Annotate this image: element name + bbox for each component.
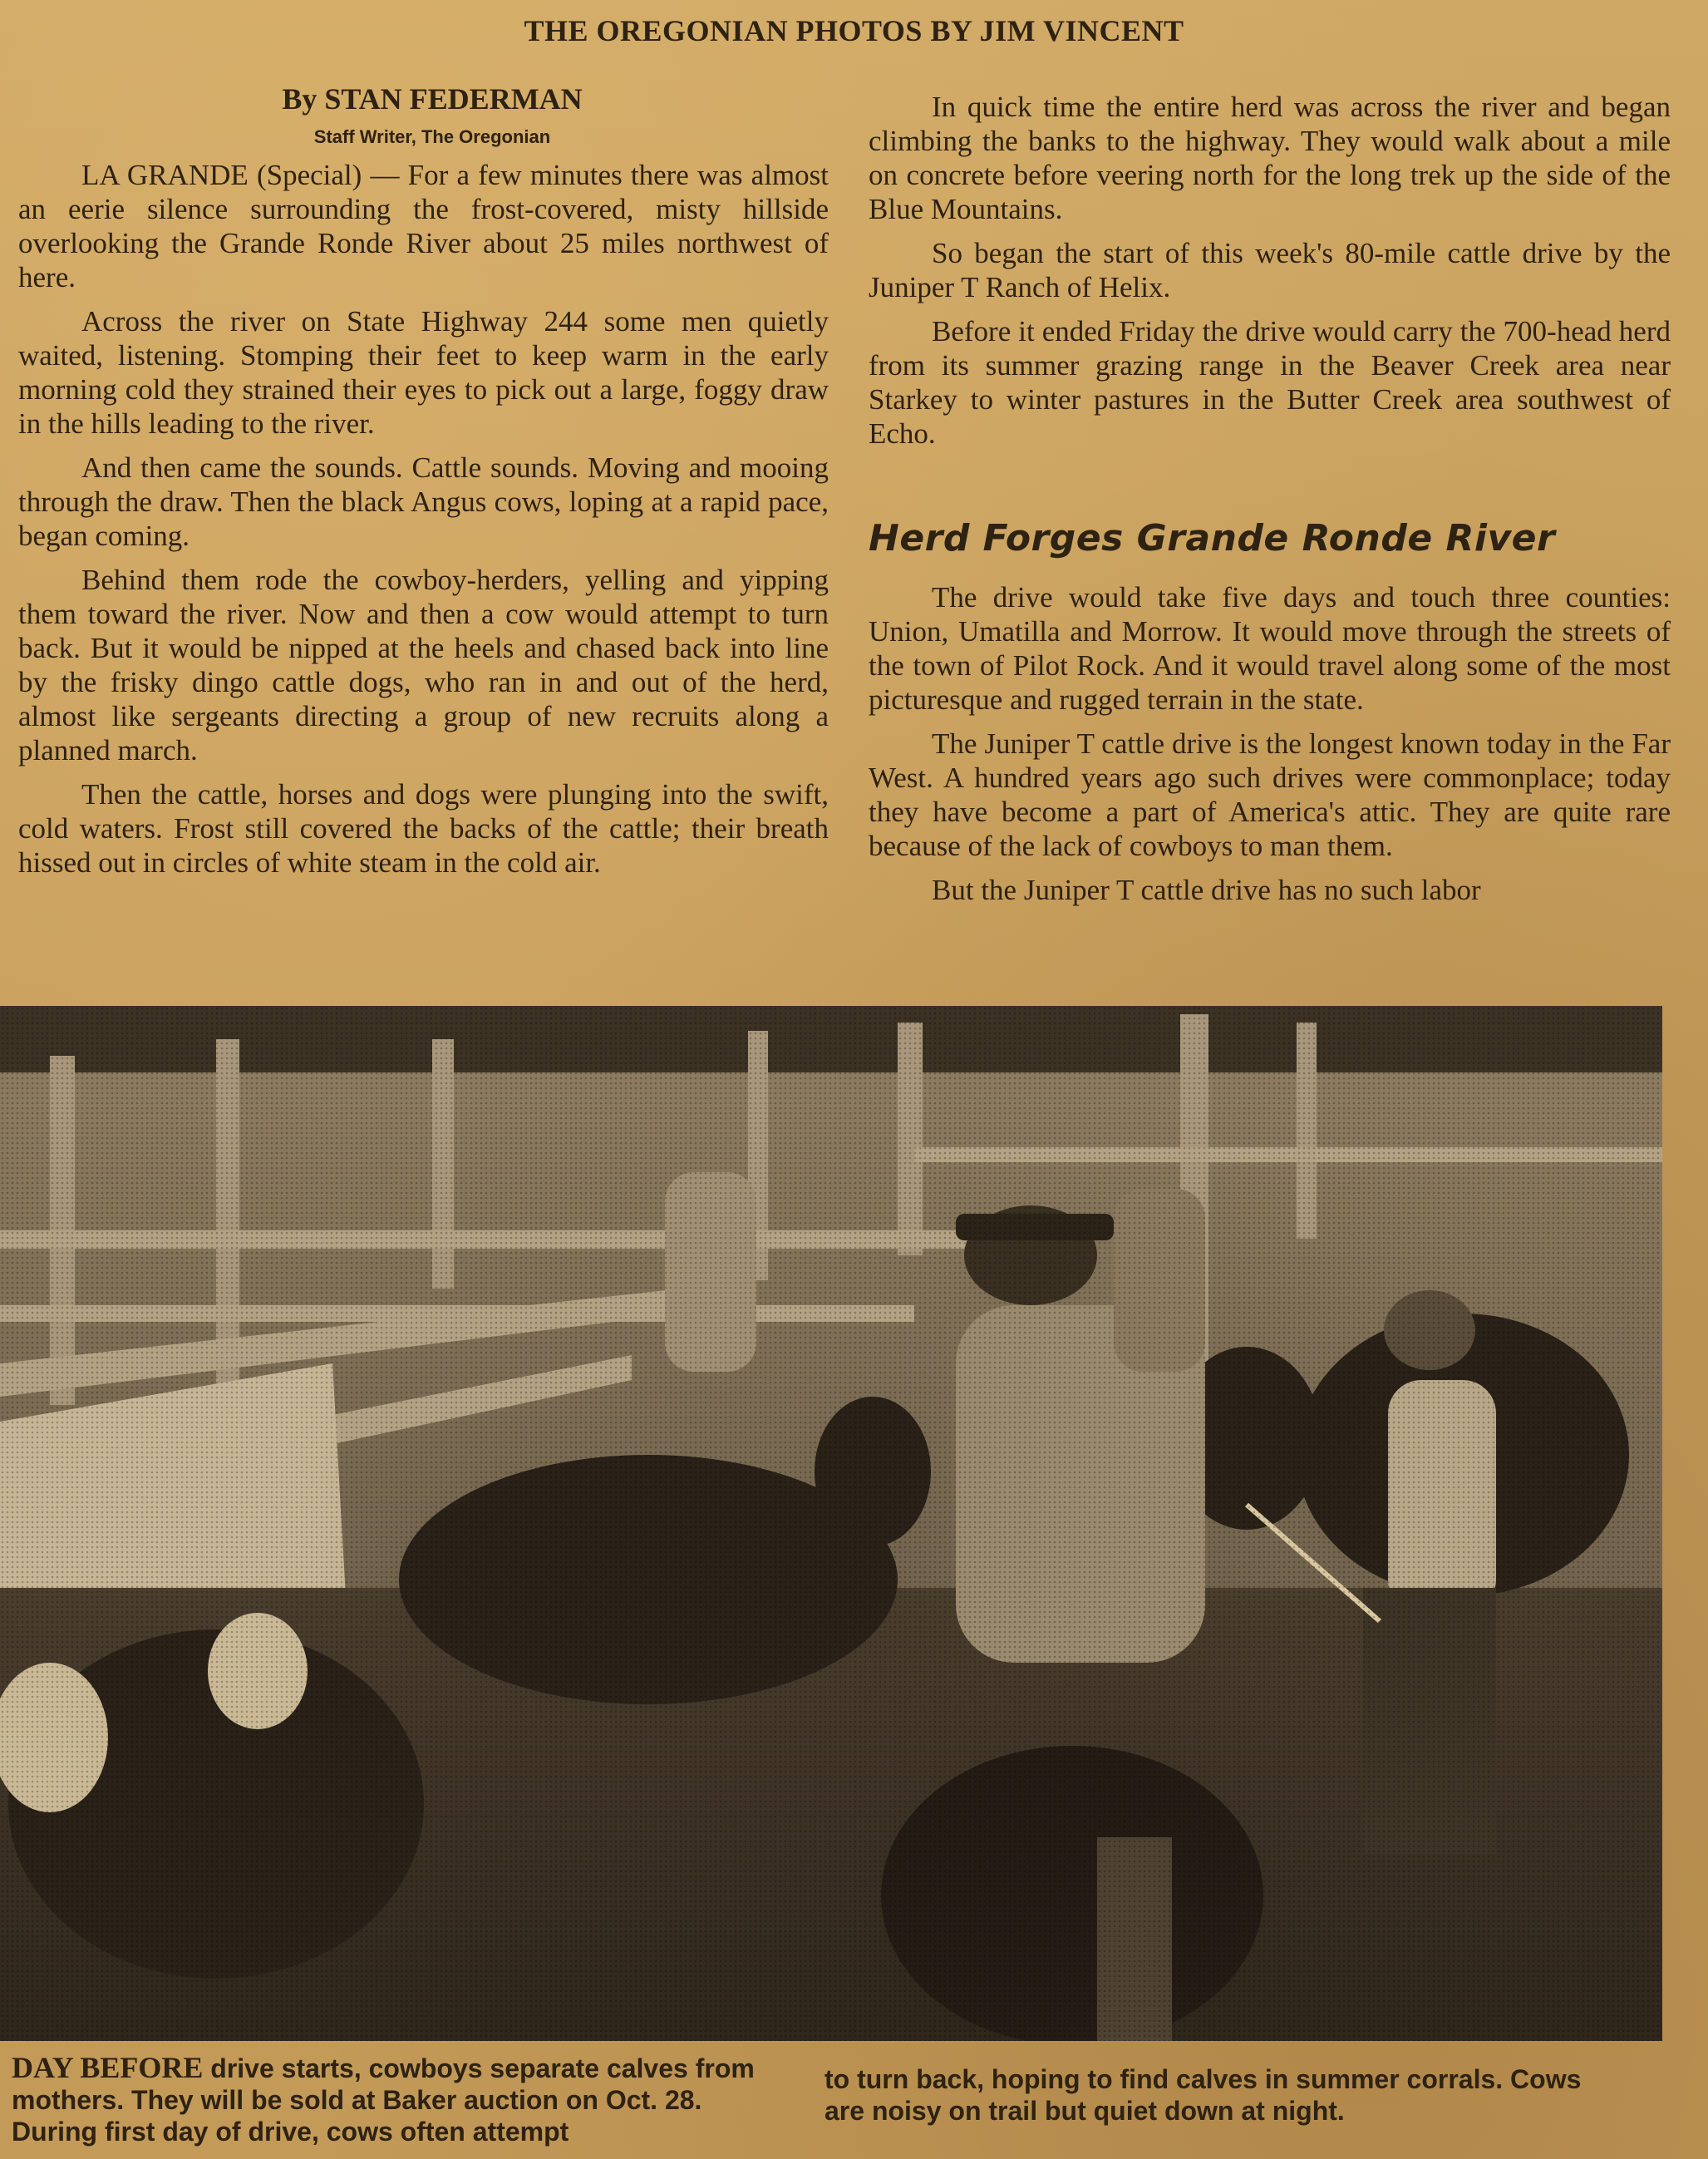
paragraph: Then the cattle, horses and dogs were plunging into the swift, cold waters. Frost still covered the backs of the cattle; their breath hissed out in circles of white steam in the cold air. (18, 778, 829, 879)
paragraph: So began the start of this week's 80-mile cattle drive by the Juniper T Ranch of Helix. (869, 237, 1671, 303)
paragraph: But the Juniper T cattle drive has no such labor (932, 874, 1481, 906)
photo-caption-right: to turn back, hoping to find calves in summer corrals. Cows are noisy on trail but quiet down at night. (824, 2064, 1582, 2126)
caption-text: drive starts, cowboys separate calves from mothers. They will be sold at Baker auction on Oct. 28. During first day of drive, cows often attempt (12, 2053, 755, 2147)
paragraph: LA GRANDE (Special) — For a few minutes there was almost an eerie silence surrounding the frost-covered, misty hillside overlooking the Grande Ronde River about 25 miles northwest of here. (18, 159, 829, 293)
paragraph: The drive would take five days and touch three counties: Union, Umatilla and Morrow. It would move through the streets of the town of Pilot Rock. And it would travel along some of the most picturesque and rugged terrain in the state. (869, 581, 1671, 716)
photo-caption-left (12, 2052, 772, 2147)
cattle-corral-photo (0, 1006, 1662, 2041)
staff-line: Staff Writer, The Oregonian (313, 126, 551, 147)
halftone-overlay (0, 1006, 1662, 2041)
paragraph: The Juniper T cattle drive is the longest known today in the Far West. A hundred years ago such drives were commonplace; today they have become a part of America's attic. They are quite rare because of the lack of cowboys to man them. (869, 727, 1671, 862)
photo-illustration (0, 1006, 1662, 2041)
paragraph: Before it ended Friday the drive would carry the 700-head herd from its summer grazing range in the Beaver Creek area near Starkey to winter pastures in the Butter Creek area southwest of Echo. (869, 315, 1671, 450)
paragraph: In quick time the entire herd was across the river and began climbing the banks to the highway. They would walk about a mile on concrete before veering north for the long trek up the side of the Blue Mountains. (869, 91, 1671, 225)
paragraph: And then came the sounds. Cattle sounds. Moving and mooing through the draw. Then the black Angus cows, loping at a rapid pace, began coming. (18, 451, 829, 552)
left-column (18, 158, 829, 890)
subheadline: Herd Forges Grande Ronde River (869, 517, 1556, 559)
byline: By STAN FEDERMAN (282, 82, 583, 116)
paragraph: Behind them rode the cowboy-herders, yelling and yipping them toward the river. Now and then a cow would attempt to turn back. But it would be nipped at the heels and chased back into line by the frisky dingo cattle dogs, who ran in and out of the herd, almost like sergeants directing a group of new recruits along a planned march. (18, 564, 829, 766)
photo-credit: THE OREGONIAN PHOTOS BY JIM VINCENT (524, 14, 1184, 47)
right-column-top (869, 90, 1671, 461)
paragraph: Across the river on State Highway 244 some men quietly waited, listening. Stomping their feet to keep warm in the early morning cold they strained their eyes to pick out a large, foggy draw in the hills leading to the river. (18, 305, 829, 440)
right-column-bottom (869, 580, 1671, 917)
caption-lead: DAY BEFORE (12, 2051, 204, 2084)
